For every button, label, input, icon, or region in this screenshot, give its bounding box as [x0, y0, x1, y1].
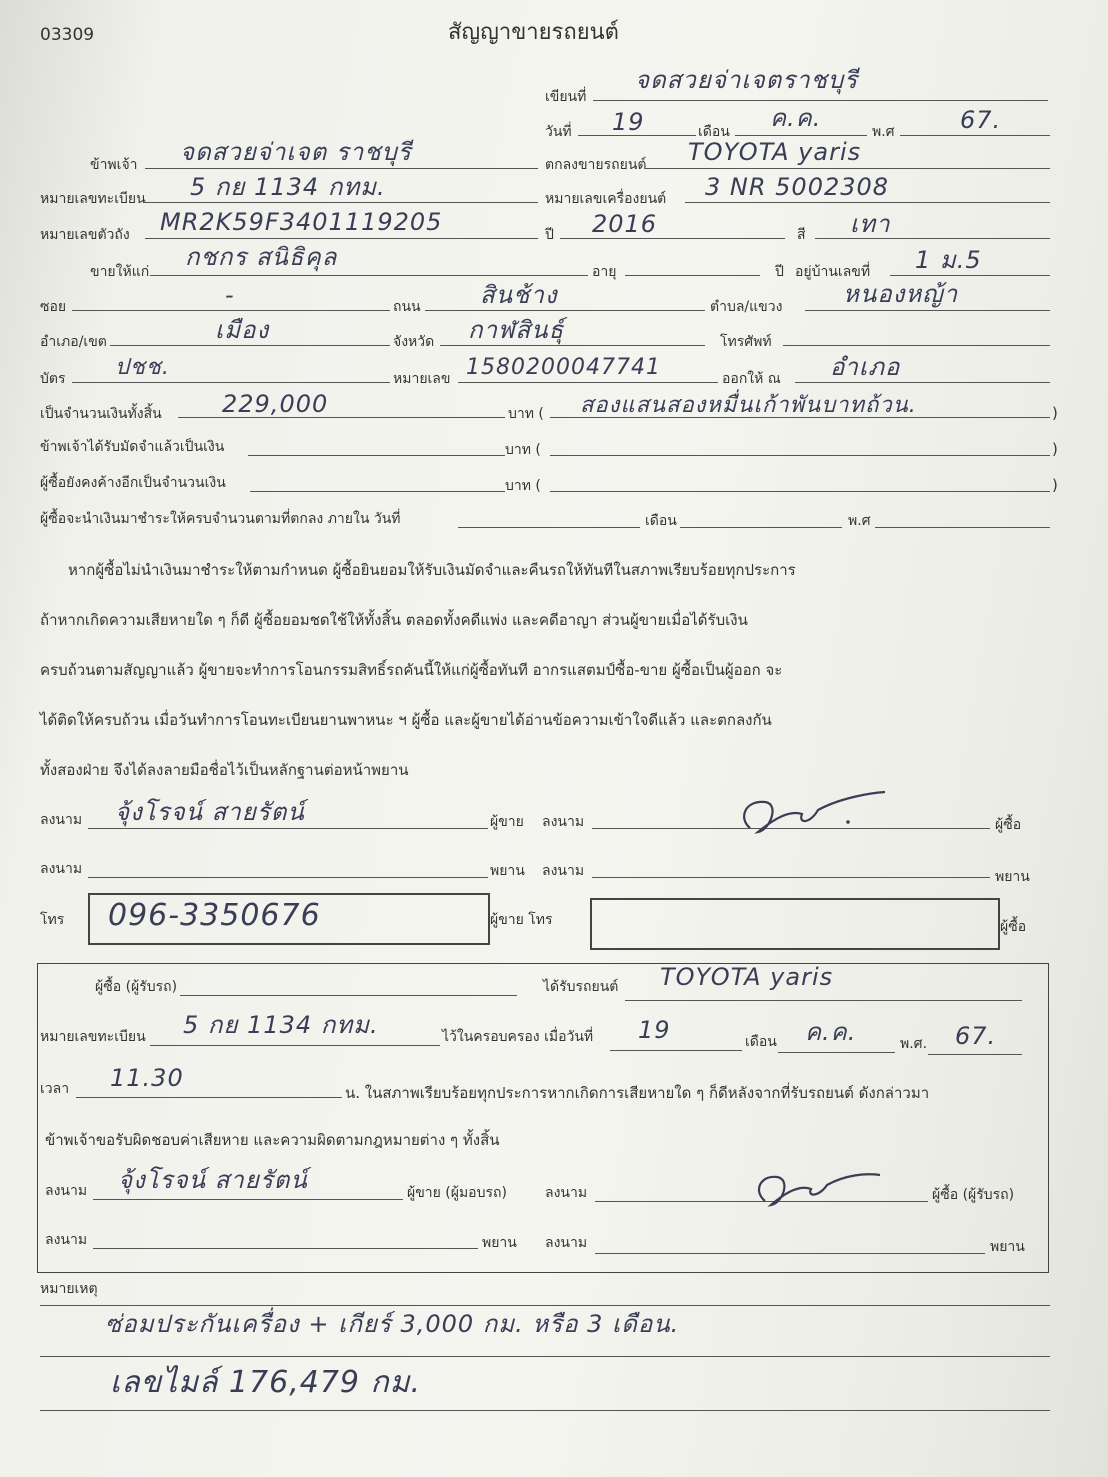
car-year-label: ปี: [545, 227, 554, 243]
remarks-text-1: ซ่อมประกันเครื่อง + เกียร์ 3,000 กม. หรือ 3 เดือน.: [105, 1310, 680, 1338]
total-close-paren: ): [1052, 404, 1058, 422]
car-line: [645, 168, 1050, 169]
soi-line: [72, 310, 390, 311]
chassis-line: [145, 238, 538, 239]
issued-value: อำเภอ: [830, 353, 901, 381]
receipt-seller-sign-label: ลงนาม: [45, 1183, 88, 1199]
receipt-seller-signature: จุ้งโรจน์ สายรัตน์: [118, 1166, 308, 1194]
month-value: ค.ค.: [770, 104, 822, 132]
seller-name: จดสวยจ่าเจต ราชบุรี: [180, 138, 412, 166]
house-value: 1 ม.5: [915, 246, 982, 274]
age-label: อายุ: [592, 264, 617, 280]
province-label: จังหวัด: [393, 334, 435, 350]
seller-role-label: ผู้ขาย: [490, 814, 524, 830]
terms-line-2: ถ้าหากเกิดความเสียหายใด ๆ ก็ดี ผู้ซื้อยอมชดใช้ให้ทั้งสิ้น ตลอดทั้งคดีแพ่ง และคดีอาญา ส่วนผู้ขายเมื่อได้รับเงิน: [40, 611, 748, 629]
road-value: สินช้าง: [480, 281, 558, 309]
buyer-name-line: [150, 275, 588, 276]
owing-words-line: [550, 491, 1050, 492]
witness2-sign-label: ลงนาม: [542, 863, 585, 879]
receipt-buyer-sign-label: ลงนาม: [545, 1185, 588, 1201]
color-line: [815, 238, 1050, 239]
road-label: ถนน: [393, 299, 421, 315]
remarks-text-2: เลขไมล์ 176,479 กม.: [110, 1365, 421, 1400]
plate-label: หมายเลขทะเบียน: [40, 191, 146, 207]
receipt-plate-label: หมายเลขทะเบียน: [40, 1029, 146, 1045]
seller-sign-line: [88, 828, 488, 829]
year-line: [900, 135, 1050, 136]
year-label: พ.ศ: [872, 124, 895, 140]
receipt-buyer-line: [180, 995, 517, 996]
deposit-line: [248, 455, 505, 456]
seller-label: ข้าพเจ้า: [90, 157, 138, 173]
engine-label: หมายเลขเครื่องยนต์: [545, 191, 667, 207]
terms-line-5: ทั้งสองฝ่าย จึงได้ลงลายมือชื่อไว้เป็นหลักฐานต่อหน้าพยาน: [40, 761, 409, 779]
card-number: 1580200047741: [466, 355, 661, 380]
written-at-label: เขียนที่: [545, 89, 587, 105]
receipt-buyer-signature-mark: [745, 1163, 885, 1213]
plate-value: 5 กย 1134 กทม.: [190, 173, 386, 201]
owing-label: ผู้ซื้อยังคงค้างอีกเป็นจำนวนเงิน: [40, 475, 226, 491]
due-month-label: เดือน: [645, 513, 677, 529]
province-line: [440, 345, 705, 346]
receipt-month-line: [778, 1052, 895, 1053]
buyer-phone-box: [590, 898, 1000, 950]
seller-phone-label: โทร: [40, 912, 65, 928]
seller-phone-value: 096-3350676: [108, 898, 321, 933]
road-line: [425, 310, 705, 311]
time-label: เวลา: [40, 1081, 70, 1097]
age-line: [625, 275, 760, 276]
house-line: [890, 275, 1050, 276]
card-label: บัตร: [40, 371, 66, 387]
issued-line: [795, 382, 1050, 383]
agree-sell-label: ตกลงขายรถยนต์: [545, 157, 647, 173]
province-value: กาฬสินธุ์: [468, 316, 565, 344]
total-baht-label: บาท (: [508, 406, 544, 422]
receipt-year-label: พ.ศ.: [900, 1036, 928, 1052]
receipt-witness1-sign-label: ลงนาม: [45, 1232, 88, 1248]
total-label: เป็นจำนวนเงินทั้งสิ้น: [40, 406, 162, 422]
seller-line: [145, 168, 538, 169]
received-car-model: TOYOTA yaris: [660, 963, 834, 991]
subdistrict-line: [805, 310, 1050, 311]
witness2-role-label: พยาน: [995, 869, 1030, 885]
card-number-line: [458, 382, 718, 383]
house-label: อยู่บ้านเลขที่: [795, 264, 871, 280]
written-at-line: [593, 100, 1048, 101]
district-label: อำเภอ/เขต: [40, 334, 107, 350]
car-year-line: [560, 238, 785, 239]
buyer-year-label: ปี: [775, 264, 784, 280]
receipt-day-value: 19: [638, 1016, 671, 1044]
terms-line-4: ได้ติดให้ครบถ้วน เมื่อวันทำการโอนทะเบียนยานพาหนะ ฯ ผู้ซื้อ และผู้ขายได้อ่านข้อความเข้าใจดีแล้ว และตกลงกัน: [40, 711, 772, 729]
car-model: TOYOTA yaris: [688, 138, 862, 166]
due-year-line: [875, 527, 1050, 528]
receipt-witness2-sign-label: ลงนาม: [545, 1235, 588, 1251]
time-value: 11.30: [110, 1064, 184, 1092]
seller-sign-label: ลงนาม: [40, 812, 83, 828]
witness1-sign-line: [88, 877, 488, 878]
due-label: ผู้ซื้อจะนำเงินมาชำระให้ครบจำนวนตามที่ตกลง ภายใน วันที่: [40, 511, 401, 527]
owing-close-paren: ): [1052, 476, 1058, 494]
deposit-baht-label: บาท (: [505, 442, 541, 458]
receipt-month-label: เดือน: [745, 1034, 777, 1050]
soi-label: ซอย: [40, 299, 67, 315]
possess-label: ไว้ในครอบครอง เมื่อวันที่: [442, 1029, 594, 1045]
seller-signature: จุ้งโรจน์ สายรัตน์: [115, 798, 305, 826]
plate-line: [145, 202, 538, 203]
owing-line: [250, 491, 505, 492]
remarks-line-2: [40, 1410, 1050, 1411]
car-year-value: 2016: [592, 210, 658, 238]
color-value: เทา: [850, 210, 891, 238]
phone-label: โทรศัพท์: [720, 334, 772, 350]
received-car-line: [625, 1000, 1022, 1001]
witness2-sign-line: [592, 877, 990, 878]
remarks-label: หมายเหตุ: [40, 1281, 98, 1297]
total-words: สองแสนสองหมื่นเก้าพันบาทถ้วน.: [580, 393, 917, 418]
issued-label: ออกให้ ณ: [722, 371, 781, 387]
owing-baht-label: บาท (: [505, 478, 541, 494]
remarks-line-1: [40, 1356, 1050, 1357]
chassis-label: หมายเลขตัวถัง: [40, 227, 130, 243]
day-label: วันที่: [545, 124, 572, 140]
deposit-close-paren: ): [1052, 440, 1058, 458]
receipt-seller-sign-line: [93, 1199, 403, 1200]
due-day-line: [458, 527, 640, 528]
due-month-line: [680, 527, 842, 528]
year-value: 67.: [960, 106, 1002, 134]
witness1-sign-label: ลงนาม: [40, 861, 83, 877]
color-label: สี: [797, 227, 806, 243]
time-line: [76, 1097, 342, 1098]
document-number: 03309: [40, 25, 95, 45]
card-type: ปชช.: [115, 355, 170, 380]
receipt-witness2-role-label: พยาน: [990, 1239, 1025, 1255]
district-line: [110, 345, 390, 346]
receipt-seller-role-label: ผู้ขาย (ผู้มอบรถ): [407, 1185, 507, 1201]
month-label: เดือน: [698, 124, 730, 140]
chassis-value: MR2K59F3401119205: [160, 208, 443, 236]
receipt-plate-value: 5 กย 1134 กทม.: [183, 1011, 379, 1039]
deposit-label: ข้าพเจ้าได้รับมัดจำแล้วเป็นเงิน: [40, 439, 225, 455]
total-value: 229,000: [222, 390, 329, 418]
soi-value: -: [225, 281, 235, 309]
receipt-buyer-label: ผู้ซื้อ (ผู้รับรถ): [95, 979, 178, 995]
receipt-plate-line: [150, 1045, 440, 1046]
condition-text: น. ในสภาพเรียบร้อยทุกประการหากเกิดการเสียหายใด ๆ ก็ดีหลังจากที่รับรถยนต์ ดังกล่าวมา: [345, 1084, 930, 1102]
written-at-value: จดสวยจ่าเจตราชบุรี: [635, 66, 859, 94]
remarks-line-0: [40, 1305, 1050, 1306]
subdistrict-label: ตำบล/แขวง: [710, 299, 783, 315]
district-value: เมือง: [215, 316, 270, 344]
receipt-witness1-role-label: พยาน: [482, 1235, 517, 1251]
month-line: [735, 135, 867, 136]
buyer-sign-label: ลงนาม: [542, 814, 585, 830]
card-number-label: หมายเลข: [393, 371, 451, 387]
document-title: สัญญาขายรถยนต์: [448, 20, 619, 45]
deposit-words-line: [550, 455, 1050, 456]
liability-text: ข้าพเจ้าขอรับผิดชอบค่าเสียหาย และความผิดตามกฎหมายต่าง ๆ ทั้งสิ้น: [45, 1131, 500, 1149]
seller-phone-role-label: ผู้ขาย โทร: [490, 912, 553, 928]
received-car-label: ได้รับรถยนต์: [543, 979, 619, 995]
receipt-witness1-sign-line: [93, 1248, 478, 1249]
engine-value: 3 NR 5002308: [705, 173, 890, 201]
phone-line: [783, 345, 1050, 346]
sold-to-label: ขายให้แก่: [90, 264, 150, 280]
receipt-witness2-sign-line: [595, 1253, 985, 1254]
engine-line: [685, 202, 1050, 203]
receipt-year-line: [928, 1054, 1022, 1055]
day-value: 19: [612, 108, 645, 136]
terms-line-3: ครบถ้วนตามสัญญาแล้ว ผู้ขายจะทำการโอนกรรมสิทธิ์รถคันนี้ให้แก่ผู้ซื้อทันที อากรแสตมป์ซื้อ-ขาย ผู้ซื้อเป็นผู้ออก จะ: [40, 661, 783, 679]
due-year-label: พ.ศ: [848, 513, 871, 529]
buyer-name: กชกร สนิธิคุล: [185, 243, 338, 271]
buyer-phone-role-label: ผู้ซื้อ: [1000, 919, 1027, 935]
card-line: [72, 382, 390, 383]
terms-line-1: หากผู้ซื้อไม่นำเงินมาชำระให้ตามกำหนด ผู้ซื้อยินยอมให้รับเงินมัดจำและคืนรถให้ทันทีในสภาพเรียบร้อยทุกประการ: [68, 561, 796, 579]
receipt-day-line: [610, 1050, 742, 1051]
receipt-month-value: ค.ค.: [805, 1018, 857, 1046]
receipt-frame: [37, 963, 1049, 1273]
receipt-buyer-role-label: ผู้ซื้อ (ผู้รับรถ): [932, 1187, 1015, 1203]
witness1-role-label: พยาน: [490, 863, 525, 879]
buyer-role-label: ผู้ซื้อ: [995, 817, 1022, 833]
receipt-year-value: 67.: [955, 1022, 997, 1050]
subdistrict-value: หนองหญ้า: [843, 280, 959, 308]
buyer-signature-mark: [730, 788, 890, 843]
